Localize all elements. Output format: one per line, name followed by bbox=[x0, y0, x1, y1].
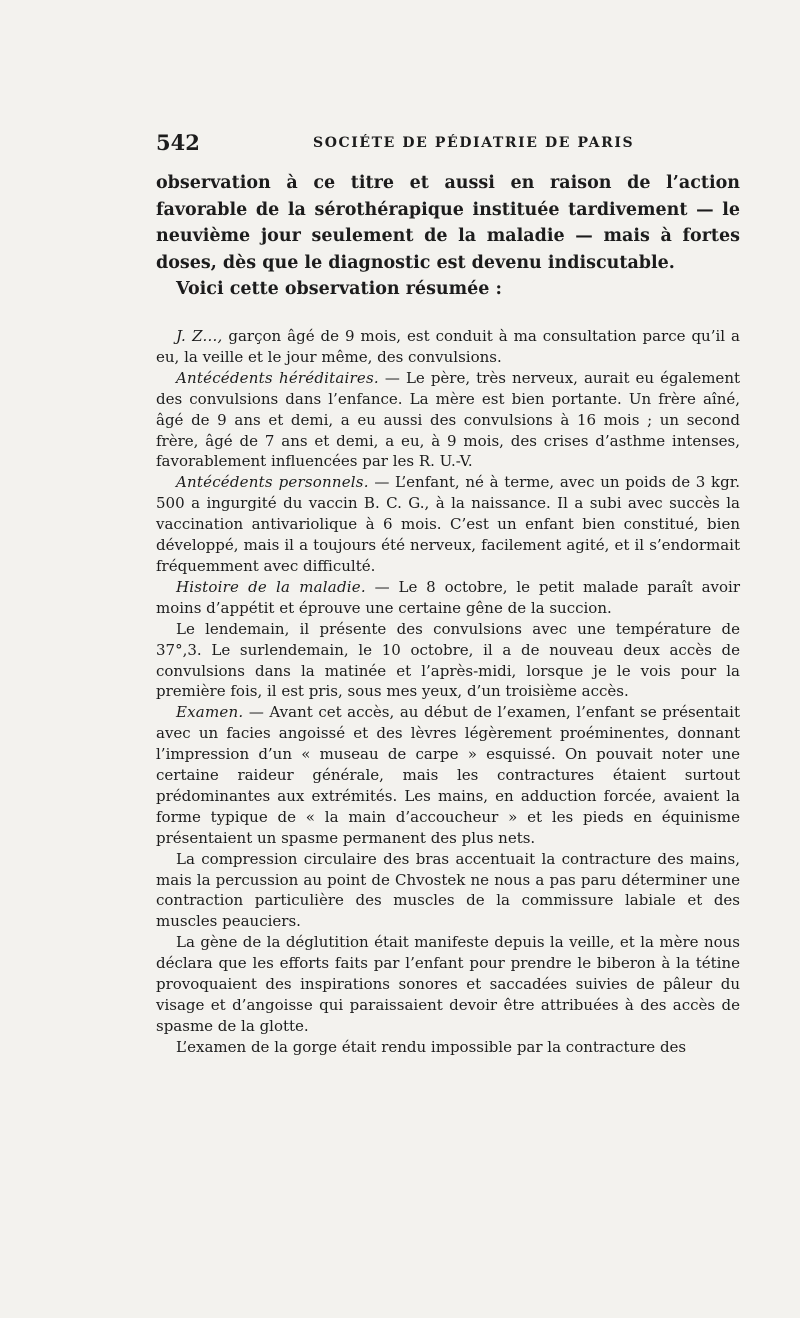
illness-history-heading: Histoire de la maladie. bbox=[176, 577, 366, 596]
patient-initials: J. Z..., bbox=[176, 327, 223, 345]
intro-text bbox=[156, 170, 740, 303]
examination-text: — Avant cet accès, au début de l’examen, l’enfant se présentait avec un facies angoissé et des lèvres légèrement proéminentes, donnant l’impression d’un « museau de carpe » esquissé. On pouvait noter une certaine raideur générale, mais les contractures étaient surtout prédominantes aux extrémités. Les mains, en adduction forcée, avaient la forme typique de « la main d’accoucheur » et les pieds en équinisme présentaient un spasme permanent des plus nets. bbox=[156, 703, 740, 847]
hereditary-history-heading: Antécédents héréditaires. bbox=[176, 368, 379, 387]
course-paragraph: Le lendemain, il présente des convulsions avec une température de 37°,3. Le surlendemain, le 10 octobre, il a de nouveau deux accès de convulsions dans la matinée et l’après-midi, lorsque je le vois pour la première fois, il est pris, sous mes yeux, d’un troisième accès. bbox=[156, 619, 740, 701]
case-report bbox=[156, 326, 740, 1058]
throat-exam-paragraph: L’examen de la gorge était rendu impossible par la contracture des bbox=[176, 1037, 687, 1056]
personal-history-heading: Antécédents personnels. bbox=[176, 473, 369, 492]
illness-history-paragraph bbox=[156, 577, 740, 619]
personal-history-text: — L’enfant, né à terme, avec un poids de 3 kgr. 500 a ingurgité du vaccin B. C. G., à la naissance. Il a subi avec succès la vaccination antivariolique à 6 mois. C’est un enfant bien constitué, bien développé, mais il a toujours été nerveux, facilement agité, et il s’endormait fréquemment avec difficulté. bbox=[156, 473, 741, 575]
page-number: 542 bbox=[156, 130, 200, 155]
illness-history-text: — Le 8 octobre, le petit malade paraît avoir moins d’appétit et éprouve une certaine gêne de la succion. bbox=[156, 577, 740, 617]
page-header bbox=[156, 130, 736, 154]
examination-heading: Examen. bbox=[176, 703, 244, 722]
case-identity-paragraph bbox=[156, 326, 740, 368]
intro-paragraph: observation à ce titre et aussi en raison de l’action favorable de la sérothérapique instituée tardivement — le neuvième jour seulement de la maladie — mais à fortes doses, dès que le diagnostic est devenu indiscutable. bbox=[156, 173, 740, 273]
hereditary-history-paragraph bbox=[156, 368, 740, 473]
hereditary-history-text: — Le père, très nerveux, aurait eu également des convulsions dans l’enfance. La mère est bien portante. Un frère aîné, âgé de 9 ans et demi, a eu aussi des convulsions à 16 mois ; un second frère, âgé de 7 ans et demi, a eu, à 9 mois, des crises d’asthme intenses, favorablement influencées par les R. U.-V. bbox=[156, 368, 741, 471]
personal-history-paragraph bbox=[156, 472, 740, 577]
case-identity-text: garçon âgé de 9 mois, est conduit à ma consultation parce qu’il a eu, la veille et le jour même, des convulsions. bbox=[156, 327, 740, 366]
deglutition-paragraph: La gène de la déglutition était manifeste depuis la veille, et la mère nous déclara que les efforts faits par l’enfant pour prendre le biberon à la tétine provoquaient des inspirations sonores et saccadées suivies de pâleur du visage et d’angoisse qui paraissaient devoir être attribuées à des accès de spasme de la glotte. bbox=[156, 933, 740, 1035]
examination-paragraph bbox=[156, 702, 740, 848]
intro-lead-in: Voici cette observation résumée : bbox=[176, 279, 502, 300]
running-head: SOCIÉTE DE PÉDIATRIE DE PARIS bbox=[313, 135, 635, 151]
compression-paragraph: La compression circulaire des bras accentuait la contracture des mains, mais la percussion au point de Chvostek ne nous a pas paru déterminer une contraction particulière des muscles de la commissure labiale et des muscles peauciers. bbox=[156, 849, 740, 931]
